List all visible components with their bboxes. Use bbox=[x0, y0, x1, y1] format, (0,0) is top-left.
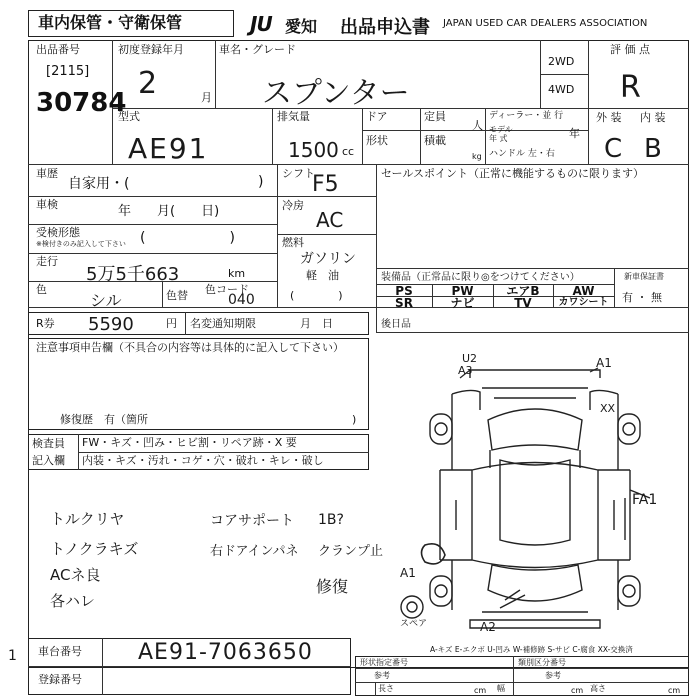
wd4-label: 4WD bbox=[548, 83, 575, 96]
cc-unit: cc bbox=[342, 145, 355, 158]
ac-value: AC bbox=[316, 208, 344, 232]
tax-expiry-label: 名変通知期限 bbox=[190, 317, 256, 330]
diag-mark-a1-top: A1 bbox=[596, 356, 612, 370]
notes-label: 注意事項申告欄（不具合の内容等は具体的に記入して下さい） bbox=[36, 341, 344, 354]
interior-grade: B bbox=[644, 134, 662, 164]
diag-mark-u2: U2 bbox=[462, 352, 478, 365]
month-unit: 月 bbox=[201, 91, 212, 104]
interior-row: 内装・キズ・汚れ・コゲ・穴・破れ・キレ・破し bbox=[82, 454, 324, 467]
association-name: JAPAN USED CAR DEALERS ASSOCIATION bbox=[443, 18, 648, 29]
ju-logo: JU bbox=[250, 12, 272, 36]
diag-mark-a1-left: A1 bbox=[400, 566, 416, 580]
displacement-label: 排気量 bbox=[277, 110, 310, 123]
recycle-amount: 5590 bbox=[88, 314, 134, 335]
diag-mark-xx: XX bbox=[600, 402, 616, 415]
color-code-value: 040 bbox=[228, 292, 255, 308]
inspection-label: 車検 bbox=[36, 198, 58, 211]
shift-label: シフト bbox=[282, 167, 315, 180]
model-year-label-1: モデル bbox=[489, 125, 513, 134]
late-date-label: 後日品 bbox=[381, 319, 411, 330]
rating-label: 評 価 点 bbox=[610, 43, 650, 56]
fuel-hand: ガソリン bbox=[300, 251, 356, 267]
class-spec-label: 類別区分番号 bbox=[518, 658, 566, 667]
interior-label: 内 装 bbox=[640, 111, 666, 124]
inspector-label: 検査員 bbox=[32, 437, 65, 450]
history-close: ) bbox=[258, 174, 264, 190]
lot-bracket: [2115] bbox=[46, 64, 90, 79]
eq-sr: SR bbox=[395, 296, 413, 310]
note-hand-6: 右ドアインパネ bbox=[210, 544, 299, 559]
warranty-options: 有 ・ 無 bbox=[622, 291, 662, 304]
form-title: 出品申込書 bbox=[340, 17, 430, 38]
storage-title: 車内保管・守衛保管 bbox=[38, 13, 183, 32]
first-reg-label: 初度登録年月 bbox=[118, 43, 184, 56]
person-unit: 人 bbox=[472, 119, 483, 132]
note-hand-7: クランプ止 bbox=[318, 544, 384, 559]
recycle-label: R券 bbox=[36, 317, 55, 330]
color-value: シル bbox=[90, 291, 122, 310]
reference-label-1: 参考 bbox=[374, 671, 390, 680]
model-name: スプンター bbox=[262, 76, 410, 111]
handle-label: ハンドル 左・右 bbox=[489, 149, 555, 159]
height-label: 高さ bbox=[590, 684, 606, 693]
model-code-label: 型式 bbox=[118, 110, 140, 123]
color-code-label: 色コード bbox=[205, 283, 249, 296]
note-hand-8: 1B? bbox=[318, 512, 344, 528]
receipt-label: 受検形態 bbox=[36, 226, 80, 239]
reg-no-label: 登録番号 bbox=[38, 673, 82, 686]
note-hand-1: トルクリヤ bbox=[50, 510, 125, 528]
note-hand-2: トノクラキズ bbox=[50, 540, 139, 558]
diag-mark-fa1: FA1 bbox=[632, 492, 658, 508]
lot-no-label: 出品番号 bbox=[36, 43, 80, 56]
shift-value: F5 bbox=[312, 172, 339, 197]
first-reg-year: 2 bbox=[138, 66, 158, 101]
shape-label: 形状 bbox=[366, 134, 388, 147]
ju-region: 愛知 bbox=[285, 17, 318, 36]
note-hand-4: 各ハレ bbox=[50, 592, 96, 610]
shape-spec-label: 形状指定番号 bbox=[360, 658, 408, 667]
damage-legend: A-キズ E-エクボ U-凹み W-補修跡 S-サビ C-腐食 XX-交換済 bbox=[430, 645, 633, 654]
yen-unit: 円 bbox=[166, 317, 177, 330]
exterior-label: 外 装 bbox=[596, 111, 622, 124]
history-value: 自家用・( bbox=[68, 176, 130, 192]
kg-unit: kg bbox=[472, 152, 482, 161]
mileage-label: 走行 bbox=[36, 255, 58, 268]
eq-tv: TV bbox=[514, 296, 532, 310]
color-label: 色 bbox=[36, 283, 47, 296]
note-hand-3: ACネ良 bbox=[50, 566, 101, 584]
capacity-label: 定員 bbox=[424, 110, 446, 123]
note-hand-9: 修復 bbox=[316, 577, 349, 596]
equipment-label: 装備品（正常品に限り◎をつけてください） bbox=[381, 272, 580, 283]
doors-label: ドア bbox=[366, 110, 388, 123]
width-label: 幅 bbox=[497, 684, 505, 693]
load-label: 積載 bbox=[424, 134, 446, 147]
cm-3: cm bbox=[668, 686, 681, 695]
repair-close: ) bbox=[352, 413, 357, 426]
receipt-paren: ( ) bbox=[140, 230, 235, 246]
wd2-label: 2WD bbox=[548, 55, 575, 68]
ac-label: 冷房 bbox=[282, 199, 304, 212]
margin-mark: 1 bbox=[8, 648, 17, 664]
mileage-value: 5万5千663 bbox=[86, 264, 180, 285]
repair-label: 修復歴 有（箇所 bbox=[60, 413, 148, 426]
eq-airbag: エアB bbox=[506, 284, 540, 298]
eq-leather: カワシート bbox=[558, 297, 609, 308]
exterior-grade: C bbox=[604, 134, 623, 164]
year-unit: 年 bbox=[569, 127, 580, 140]
diag-mark-a3: A3 bbox=[458, 364, 473, 377]
receipt-note: ※検付きのみ記入して下さい bbox=[36, 240, 126, 248]
rating-value: R bbox=[620, 70, 641, 105]
spare-label: スペア bbox=[400, 619, 428, 629]
length-label: 長さ bbox=[378, 684, 394, 693]
inspection-value: 年 月( 日) bbox=[118, 204, 220, 219]
fuel-paren: ( ) bbox=[290, 289, 343, 302]
fw-row: FW・キズ・凹み・ヒビ割・リペア跡・X 要 bbox=[82, 436, 297, 449]
warranty-label: 新車保証書 bbox=[624, 272, 664, 281]
cm-2: cm bbox=[571, 686, 584, 695]
km-unit: km bbox=[228, 267, 246, 280]
model-year-label-2: 年 式 bbox=[489, 134, 508, 143]
chassis-number: AE91-7063650 bbox=[138, 640, 313, 665]
color-change-label: 色替 bbox=[166, 289, 188, 302]
diag-mark-a2: A2 bbox=[480, 620, 496, 634]
history-label: 車歴 bbox=[36, 167, 58, 180]
eq-navi: ナビ bbox=[450, 296, 475, 310]
fuel-label: 燃料 bbox=[282, 236, 304, 249]
model-grade-label: 車名・グレード bbox=[219, 43, 296, 56]
model-code-value: AE91 bbox=[128, 132, 209, 165]
eq-aw: AW bbox=[572, 284, 595, 298]
tax-expiry-value: 月 日 bbox=[300, 317, 333, 330]
cm-1: cm bbox=[474, 686, 487, 695]
eq-ps: PS bbox=[395, 284, 413, 298]
chassis-label: 車台番号 bbox=[38, 645, 82, 658]
lot-number: 30784 bbox=[36, 88, 127, 118]
note-hand-5: コアサポート bbox=[210, 513, 294, 529]
reference-label-2: 参考 bbox=[545, 671, 561, 680]
entry-label: 記入欄 bbox=[32, 454, 65, 467]
fuel-light: 軽 油 bbox=[306, 269, 339, 282]
displacement-value: 1500 bbox=[288, 138, 339, 162]
eq-pw: PW bbox=[451, 284, 474, 298]
sales-point-label: セールスポイント（正常に機能するものに限ります） bbox=[381, 167, 645, 180]
dealer-label: ディーラー・並 行 bbox=[489, 111, 564, 121]
